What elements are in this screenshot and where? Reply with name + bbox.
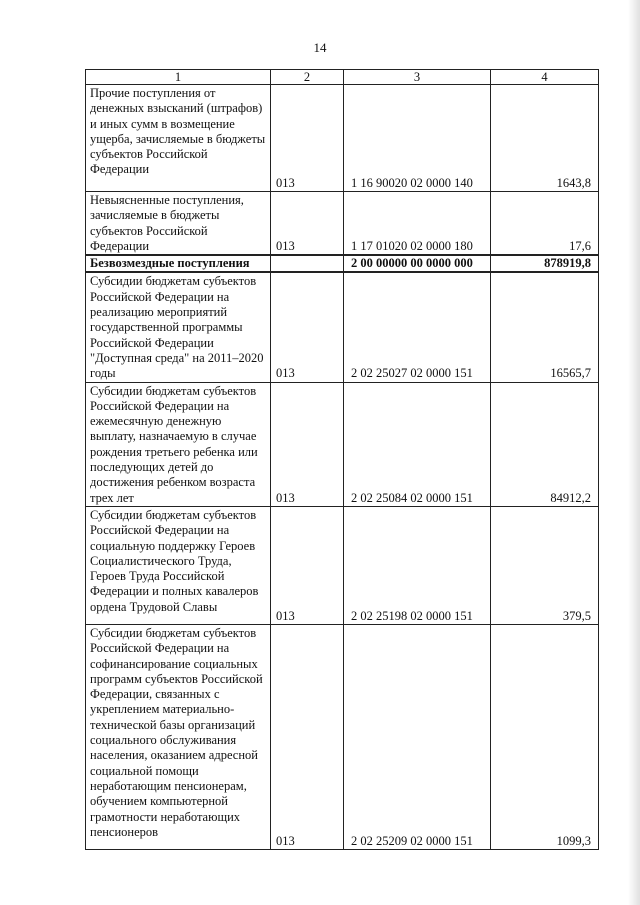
row-amount: 17,6 (491, 192, 599, 256)
row-amount: 1099,3 (491, 624, 599, 849)
page-number: 14 (313, 40, 327, 55)
scan-edge-shadow (628, 0, 640, 905)
header-col-2: 2 (271, 70, 344, 85)
row-admin-code: 013 (271, 85, 344, 192)
row-budget-code: 2 02 25209 02 0000 151 (344, 624, 491, 849)
row-admin-code: 013 (271, 192, 344, 256)
row-name: Субсидии бюджетам субъектов Российской Федерации на социальную поддержку Героев Социалистического Труда, Героев Труда Российской Федерации и полных кавалеров ордена Трудовой Славы (86, 506, 271, 624)
table-row (86, 382, 599, 506)
row-amount: 84912,2 (491, 382, 599, 506)
row-admin-code (271, 255, 344, 272)
row-name: Невыясненные поступления, зачисляемые в бюджеты субъектов Российской Федерации (86, 192, 271, 256)
row-admin-code: 013 (271, 382, 344, 506)
row-budget-code: 2 02 25027 02 0000 151 (344, 272, 491, 382)
table-row (86, 85, 599, 192)
row-budget-code: 2 02 25084 02 0000 151 (344, 382, 491, 506)
row-amount: 16565,7 (491, 272, 599, 382)
table-header (86, 70, 599, 85)
revenue-table (85, 69, 599, 850)
row-amount: 878919,8 (491, 255, 599, 272)
row-name: Субсидии бюджетам субъектов Российской Федерации на софинансирование социальных программ субъектов Российской Федерации, связанных с укреплением материально-технической базы организаций социального обслуживания населения, оказанием адресной социальной помощи неработающим пенсионерам, обучением компьютерной грамотности неработающих пенсионеров (86, 624, 271, 849)
table-row (86, 506, 599, 624)
table-row (86, 272, 599, 382)
header-col-1: 1 (86, 70, 271, 85)
row-name: Субсидии бюджетам субъектов Российской Федерации на реализацию мероприятий государственной программы Российской Федерации "Доступная среда" на 2011–2020 годы (86, 272, 271, 382)
row-budget-code: 2 00 00000 00 0000 000 (344, 255, 491, 272)
row-budget-code: 1 16 90020 02 0000 140 (344, 85, 491, 192)
row-name: Прочие поступления от денежных взысканий (штрафов) и иных сумм в возмещение ущерба, зачисляемые в бюджеты субъектов Российской Федерации (86, 85, 271, 192)
row-admin-code: 013 (271, 506, 344, 624)
row-admin-code: 013 (271, 272, 344, 382)
row-budget-code: 1 17 01020 02 0000 180 (344, 192, 491, 256)
row-budget-code: 2 02 25198 02 0000 151 (344, 506, 491, 624)
row-admin-code: 013 (271, 624, 344, 849)
row-amount: 379,5 (491, 506, 599, 624)
row-amount: 1643,8 (491, 85, 599, 192)
table-row (86, 624, 599, 849)
table-row-total (86, 255, 599, 272)
header-col-3: 3 (344, 70, 491, 85)
row-name: Субсидии бюджетам субъектов Российской Федерации на ежемесячную денежную выплату, назначаемую в случае рождения третьего ребенка или последующих детей до достижения ребенком возраста трех лет (86, 382, 271, 506)
row-name: Безвозмездные поступления (86, 255, 271, 272)
header-col-4: 4 (491, 70, 599, 85)
table-row (86, 192, 599, 256)
